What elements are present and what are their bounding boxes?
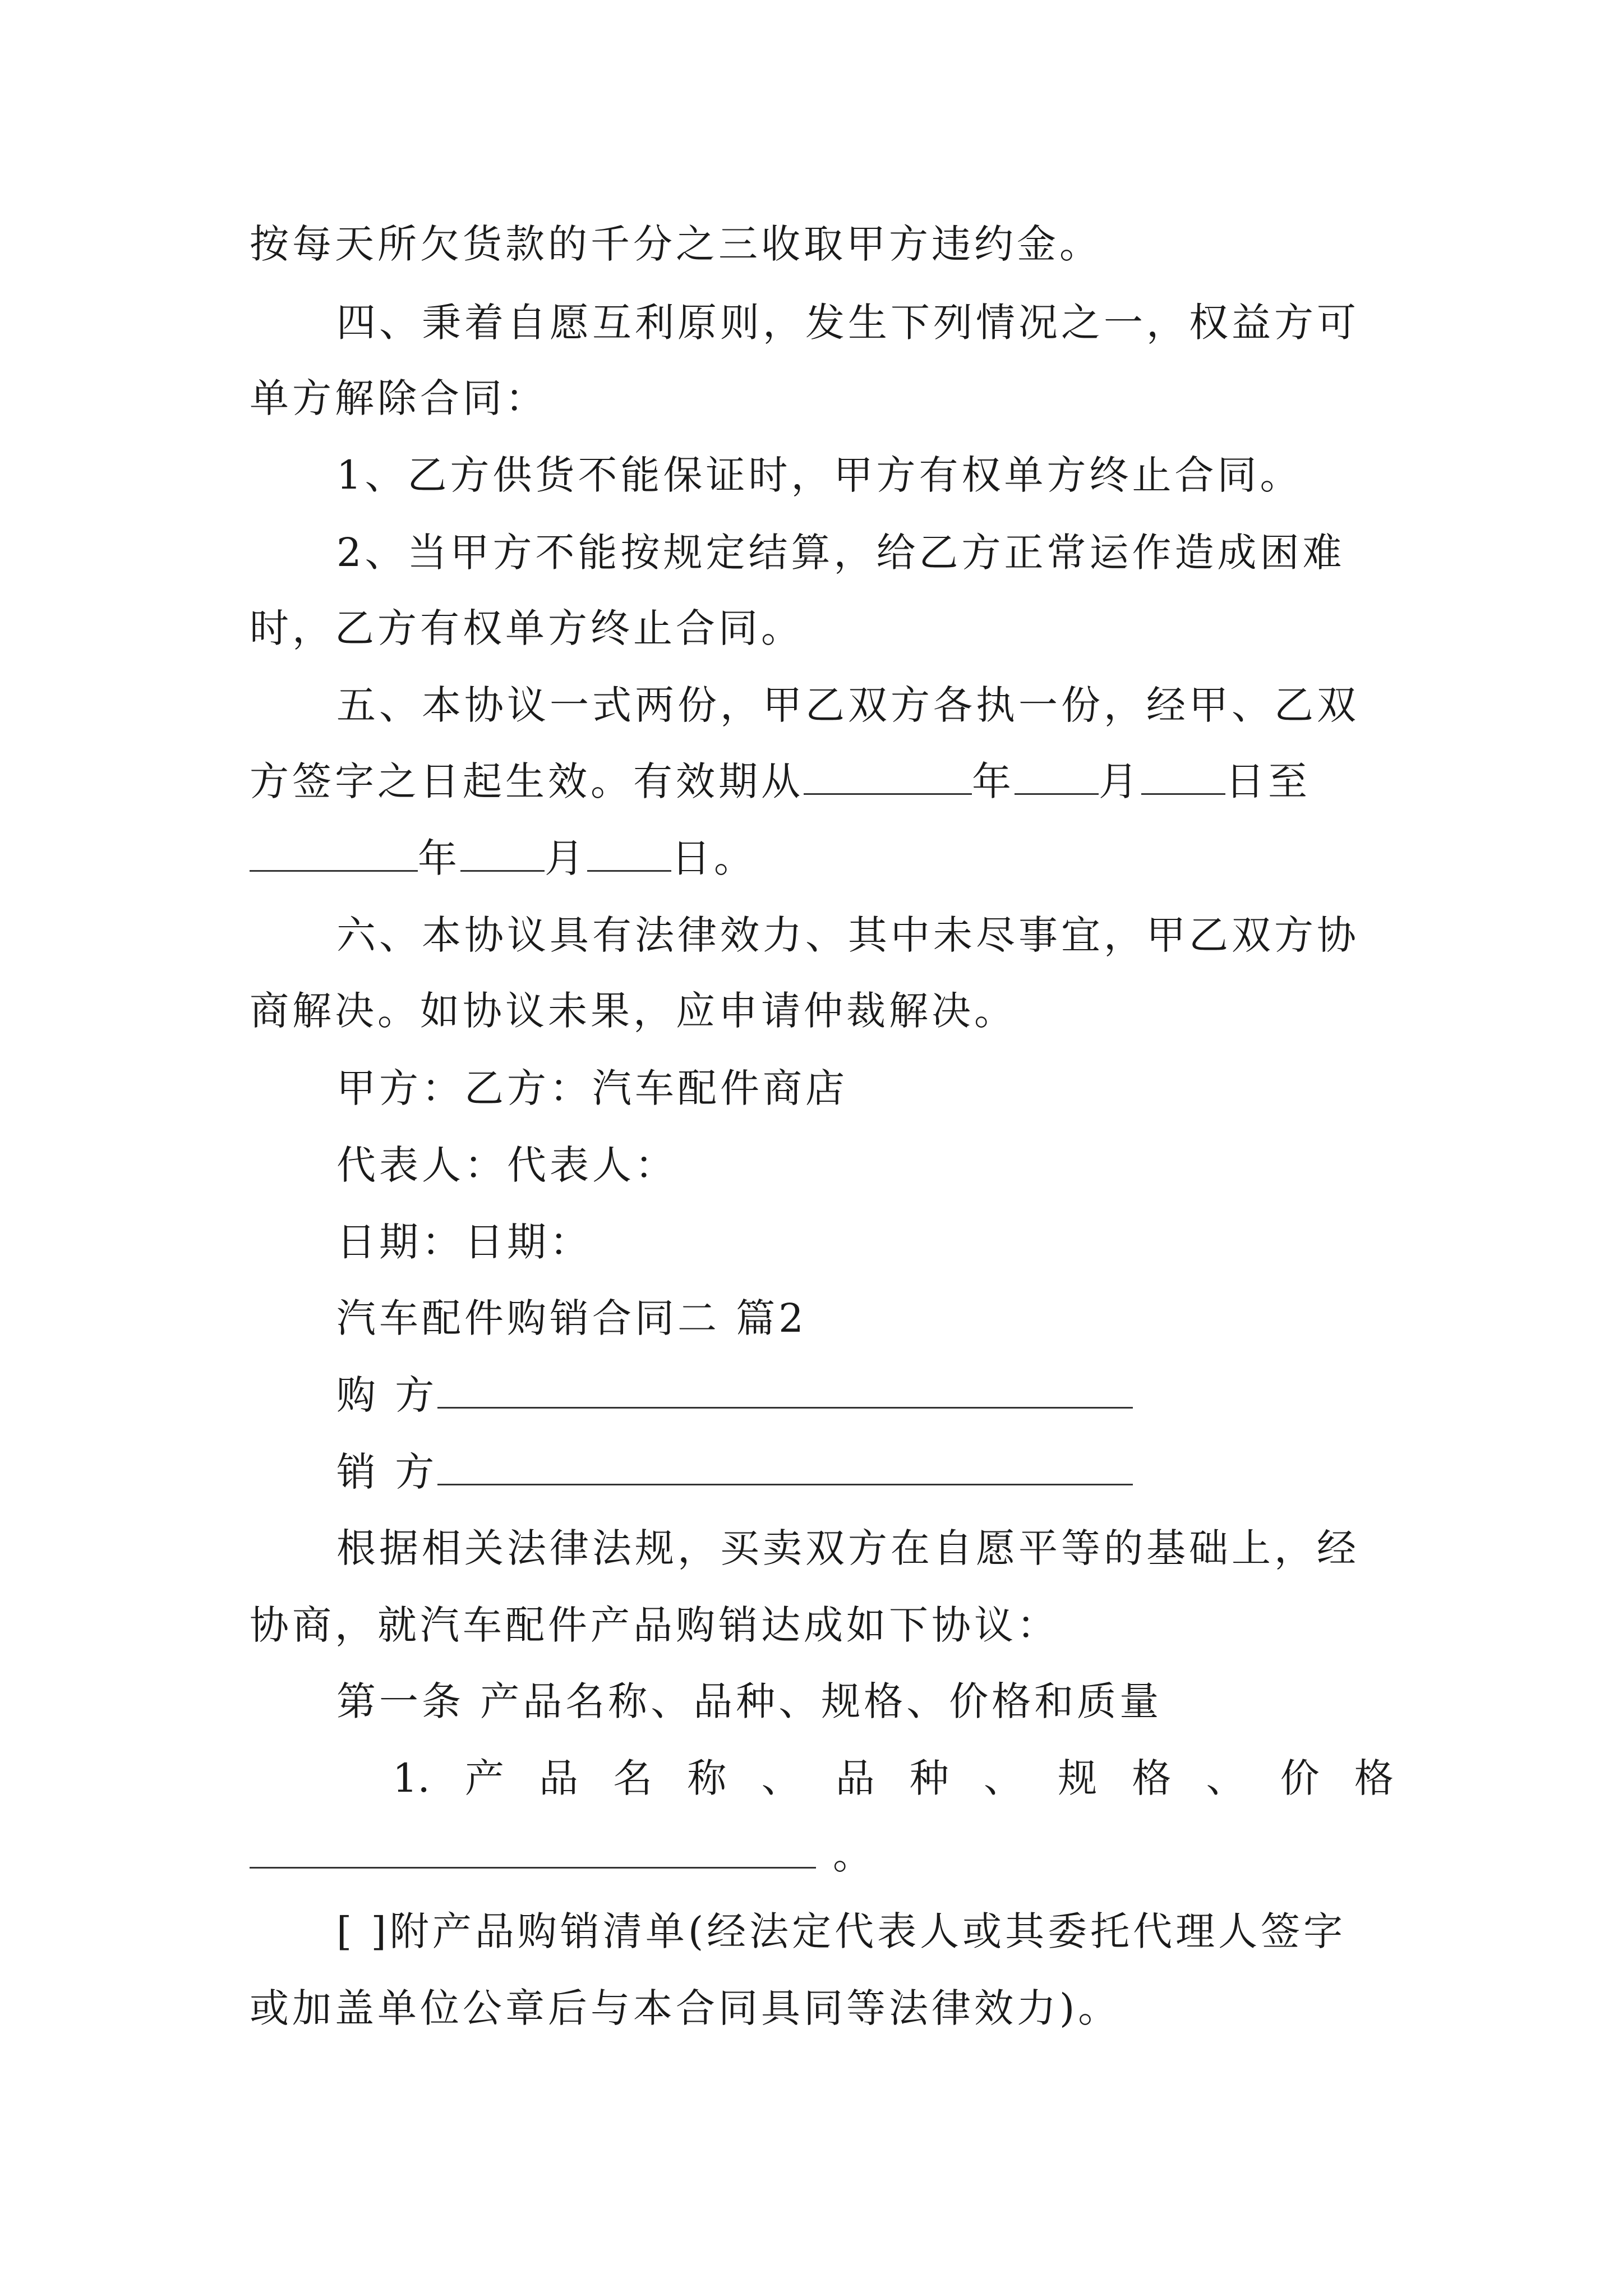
validity-end-line: [250, 830, 1394, 886]
buyer-line: [336, 1367, 1394, 1423]
product-spec-char: 、: [761, 1755, 801, 1801]
seller-label: 销 方: [336, 1449, 438, 1495]
clause-5-heading: 五、本协议一式两份，甲乙双方各执一份，经甲、乙双: [336, 682, 1359, 728]
end-month-blank[interactable]: [460, 833, 545, 872]
product-spec-char: 产: [464, 1755, 504, 1801]
text-line: 商解决。如协议未果，应申请仲裁解决。: [250, 988, 1017, 1034]
article-1-title: 第一条 产品名称、品种、规格、价格和质量: [336, 1678, 1163, 1724]
start-year-blank[interactable]: [804, 756, 972, 795]
start-day-blank[interactable]: [1141, 756, 1225, 795]
validity-text: 方签字之日起生效。有效期从: [250, 758, 804, 804]
buyer-label: 购 方: [336, 1372, 438, 1418]
text-line: 协商，就汽车配件产品购销达成如下协议：: [250, 1602, 1059, 1648]
clause-4-item-1: 1、乙方供货不能保证时，甲方有权单方终止合同。: [336, 452, 1303, 498]
buyer-blank[interactable]: [437, 1370, 1133, 1409]
product-spec-char: 规: [1058, 1755, 1098, 1801]
text-line: 单方解除合同：: [250, 375, 548, 421]
product-spec-char: 格: [1132, 1755, 1172, 1801]
clause-6-heading: 六、本协议具有法律效力、其中未尽事宜，甲乙双方协: [336, 912, 1359, 958]
product-spec-char: 品: [539, 1755, 579, 1801]
product-spec-char: 价: [1280, 1755, 1320, 1801]
start-month-blank[interactable]: [1015, 756, 1099, 795]
day-to-label: 日至: [1225, 758, 1311, 804]
seller-line: [336, 1444, 1394, 1500]
product-spec-char: 、: [1206, 1755, 1246, 1801]
text-line: 时，乙方有权单方终止合同。: [250, 605, 804, 651]
product-blank-line: [250, 1827, 1394, 1883]
text-line: 按每天所欠货款的千分之三收取甲方违约金。: [250, 221, 1102, 267]
end-day-blank[interactable]: [587, 833, 671, 872]
clause-4-item-2: 2、当甲方不能按规定结算，给乙方正常运作造成困难: [336, 530, 1345, 576]
year-label: 年: [972, 758, 1015, 804]
text-line: 或加盖单位公章后与本合同具同等法律效力)。: [250, 1985, 1121, 2031]
party-line: 甲方：乙方：汽车配件商店: [336, 1065, 848, 1111]
product-spec-char: 1.: [393, 1755, 430, 1801]
representative-line: 代表人：代表人：: [336, 1142, 677, 1188]
product-spec-char: 称: [687, 1755, 727, 1801]
day-end-label: 日。: [671, 835, 757, 881]
section-title: 汽车配件购销合同二 篇2: [336, 1295, 807, 1341]
product-spec-char: 品: [835, 1755, 875, 1801]
preamble-line: 根据相关法律法规，买卖双方在自愿平等的基础上，经: [336, 1525, 1359, 1571]
period-mark: 。: [833, 1832, 875, 1878]
product-spec-char: 格: [1354, 1755, 1394, 1801]
product-spec-char: 、: [984, 1755, 1023, 1801]
seller-blank[interactable]: [437, 1447, 1133, 1485]
clause-4-heading: 四、秉着自愿互利原则，发生下列情况之一，权益方可: [336, 300, 1359, 346]
month-label: 月: [1099, 758, 1141, 804]
product-spec-char: 名: [613, 1755, 653, 1801]
month-label: 月: [545, 835, 587, 881]
date-line: 日期：日期：: [336, 1219, 592, 1265]
product-spec-char: 种: [909, 1755, 949, 1801]
end-year-blank[interactable]: [250, 833, 418, 872]
year-label: 年: [418, 835, 460, 881]
attachment-checkbox-line: [ ]附产品购销清单(经法定代表人或其委托代理人签字: [336, 1908, 1347, 1954]
product-spec-blank[interactable]: [250, 1830, 816, 1869]
product-spec-line: [393, 1750, 1394, 1806]
validity-period-line: [250, 753, 1394, 809]
